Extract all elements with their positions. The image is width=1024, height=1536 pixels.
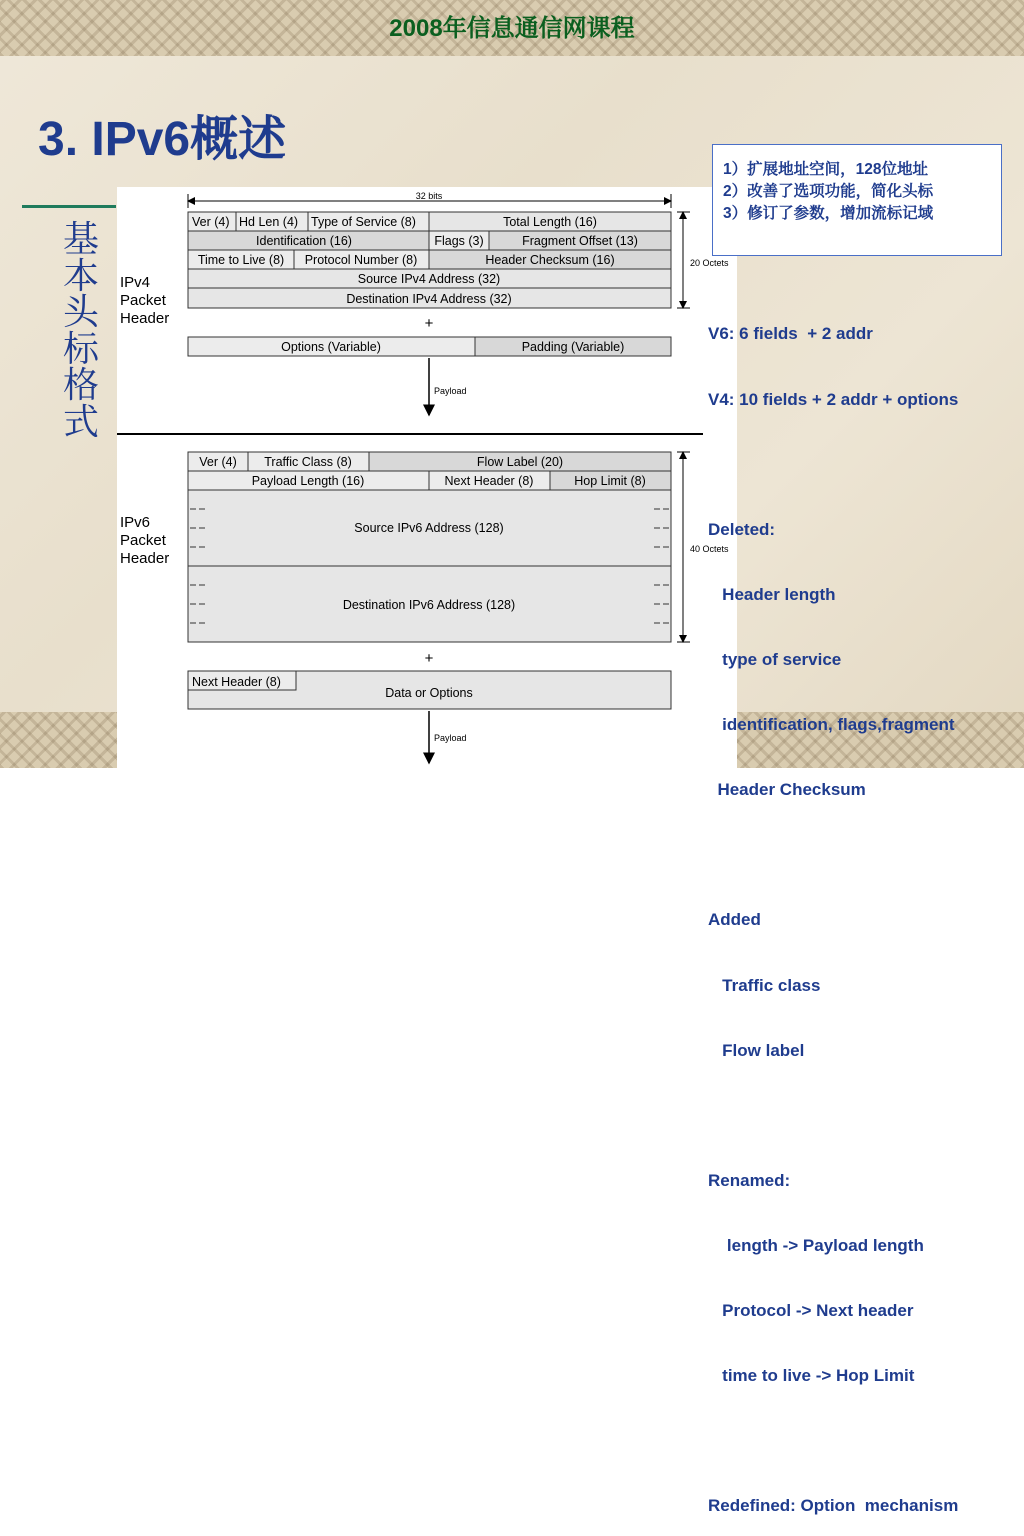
ipv4-side-label-3: Header [120, 310, 170, 327]
ipv6-side-label-2: Packet [120, 532, 166, 549]
notes-line: length -> Payload length [708, 1235, 924, 1255]
ipv6-payload-label: Payload [434, 733, 467, 743]
vertical-side-label: 基本头标格式 [63, 219, 100, 443]
notes-line [708, 844, 958, 866]
notes-line: Flow label [708, 1040, 805, 1060]
notes-line: Redefined: Option mechanism [708, 1496, 959, 1516]
ipv6-hop-limit: Hop Limit (8) [574, 474, 646, 488]
note-line-2: 2）改善了选项功能，简化头标 [723, 183, 934, 200]
slide-title: 3. IPv6概述 [38, 113, 287, 166]
ipv4-side-label-2: Packet [120, 292, 166, 309]
notes-line: time to live -> Hop Limit [708, 1366, 915, 1386]
ipv4-padding: Padding (Variable) [521, 340, 625, 354]
ipv4-octets-label: 20 Octets [690, 258, 729, 268]
notes-line: Protocol -> Next header [708, 1301, 914, 1321]
summary-note-box [712, 144, 1002, 256]
ipv4-side-label-1: IPv4 [120, 274, 151, 291]
diagram-svg [117, 187, 737, 768]
ipv4-plus: + [424, 315, 434, 332]
note-line-1: 1）扩展地址空间，128位地址 [723, 161, 928, 178]
ipv4-source-address: Source IPv4 Address (32) [357, 272, 501, 286]
ipv6-data-or-options: Data or Options [385, 686, 473, 700]
ipv6-destination-address: Destination IPv6 Address (128) [342, 598, 516, 612]
ipv6-octets-label: 40 Octets [690, 544, 729, 554]
notes-line [708, 1430, 958, 1452]
note-line-3: 3）修订了参数，增加流标记域 [723, 205, 934, 222]
ipv6-next-header: Next Header (8) [444, 474, 534, 488]
ipv6-ext-next-header: Next Header (8) [192, 675, 281, 689]
ipv6-plus: + [424, 650, 434, 667]
ipv4-version: Ver (4) [192, 215, 230, 229]
notes-line: Traffic class [708, 975, 821, 995]
ipv4-header-length: Hd Len (4) [239, 215, 299, 229]
notes-line: Header Checksum [708, 780, 866, 800]
ipv4-time-to-live: Time to Live (8) [197, 253, 285, 267]
notes-line: V4: 10 fields + 2 addr + options [708, 389, 959, 409]
ipv4-header-checksum: Header Checksum (16) [485, 253, 615, 267]
ipv4-flags: Flags (3) [434, 234, 484, 248]
header-format-diagram [117, 187, 737, 768]
ipv6-side-label-3: Header [120, 550, 170, 567]
ipv6-version: Ver (4) [199, 455, 237, 469]
notes-line: V6: 6 fields + 2 addr [708, 324, 873, 344]
ipv6-payload-length: Payload Length (16) [251, 474, 365, 488]
notes-line [708, 454, 958, 476]
notes-line: Header length [708, 584, 836, 604]
comparison-notes [708, 280, 958, 1536]
ipv4-options: Options (Variable) [281, 340, 381, 354]
notes-line: Added [708, 910, 761, 930]
ipv6-flow-label: Flow Label (20) [476, 455, 564, 469]
notes-line: type of service [708, 649, 842, 669]
ipv4-destination-address: Destination IPv4 Address (32) [346, 292, 512, 306]
ipv4-type-of-service: Type of Service (8) [311, 215, 416, 229]
ipv4-payload-label: Payload [434, 386, 467, 396]
header-title: 2008年信息通信网课程 [389, 15, 635, 42]
ipv4-identification: Identification (16) [256, 234, 352, 248]
ipv6-side-label-1: IPv6 [120, 514, 151, 531]
title-underline [22, 205, 116, 208]
width-label: 32 bits [415, 191, 443, 201]
notes-line: Renamed: [708, 1170, 791, 1190]
ipv4-protocol-number: Protocol Number (8) [304, 253, 418, 267]
notes-line: identification, flags,fragment [708, 715, 955, 735]
ipv4-fragment-offset: Fragment Offset (13) [522, 234, 638, 248]
ipv6-source-address: Source IPv6 Address (128) [354, 521, 504, 535]
section-separator [117, 433, 703, 435]
ipv4-total-length: Total Length (16) [503, 215, 597, 229]
notes-line [708, 1105, 958, 1127]
ipv6-traffic-class: Traffic Class (8) [264, 455, 352, 469]
notes-line: Deleted: [708, 519, 776, 539]
